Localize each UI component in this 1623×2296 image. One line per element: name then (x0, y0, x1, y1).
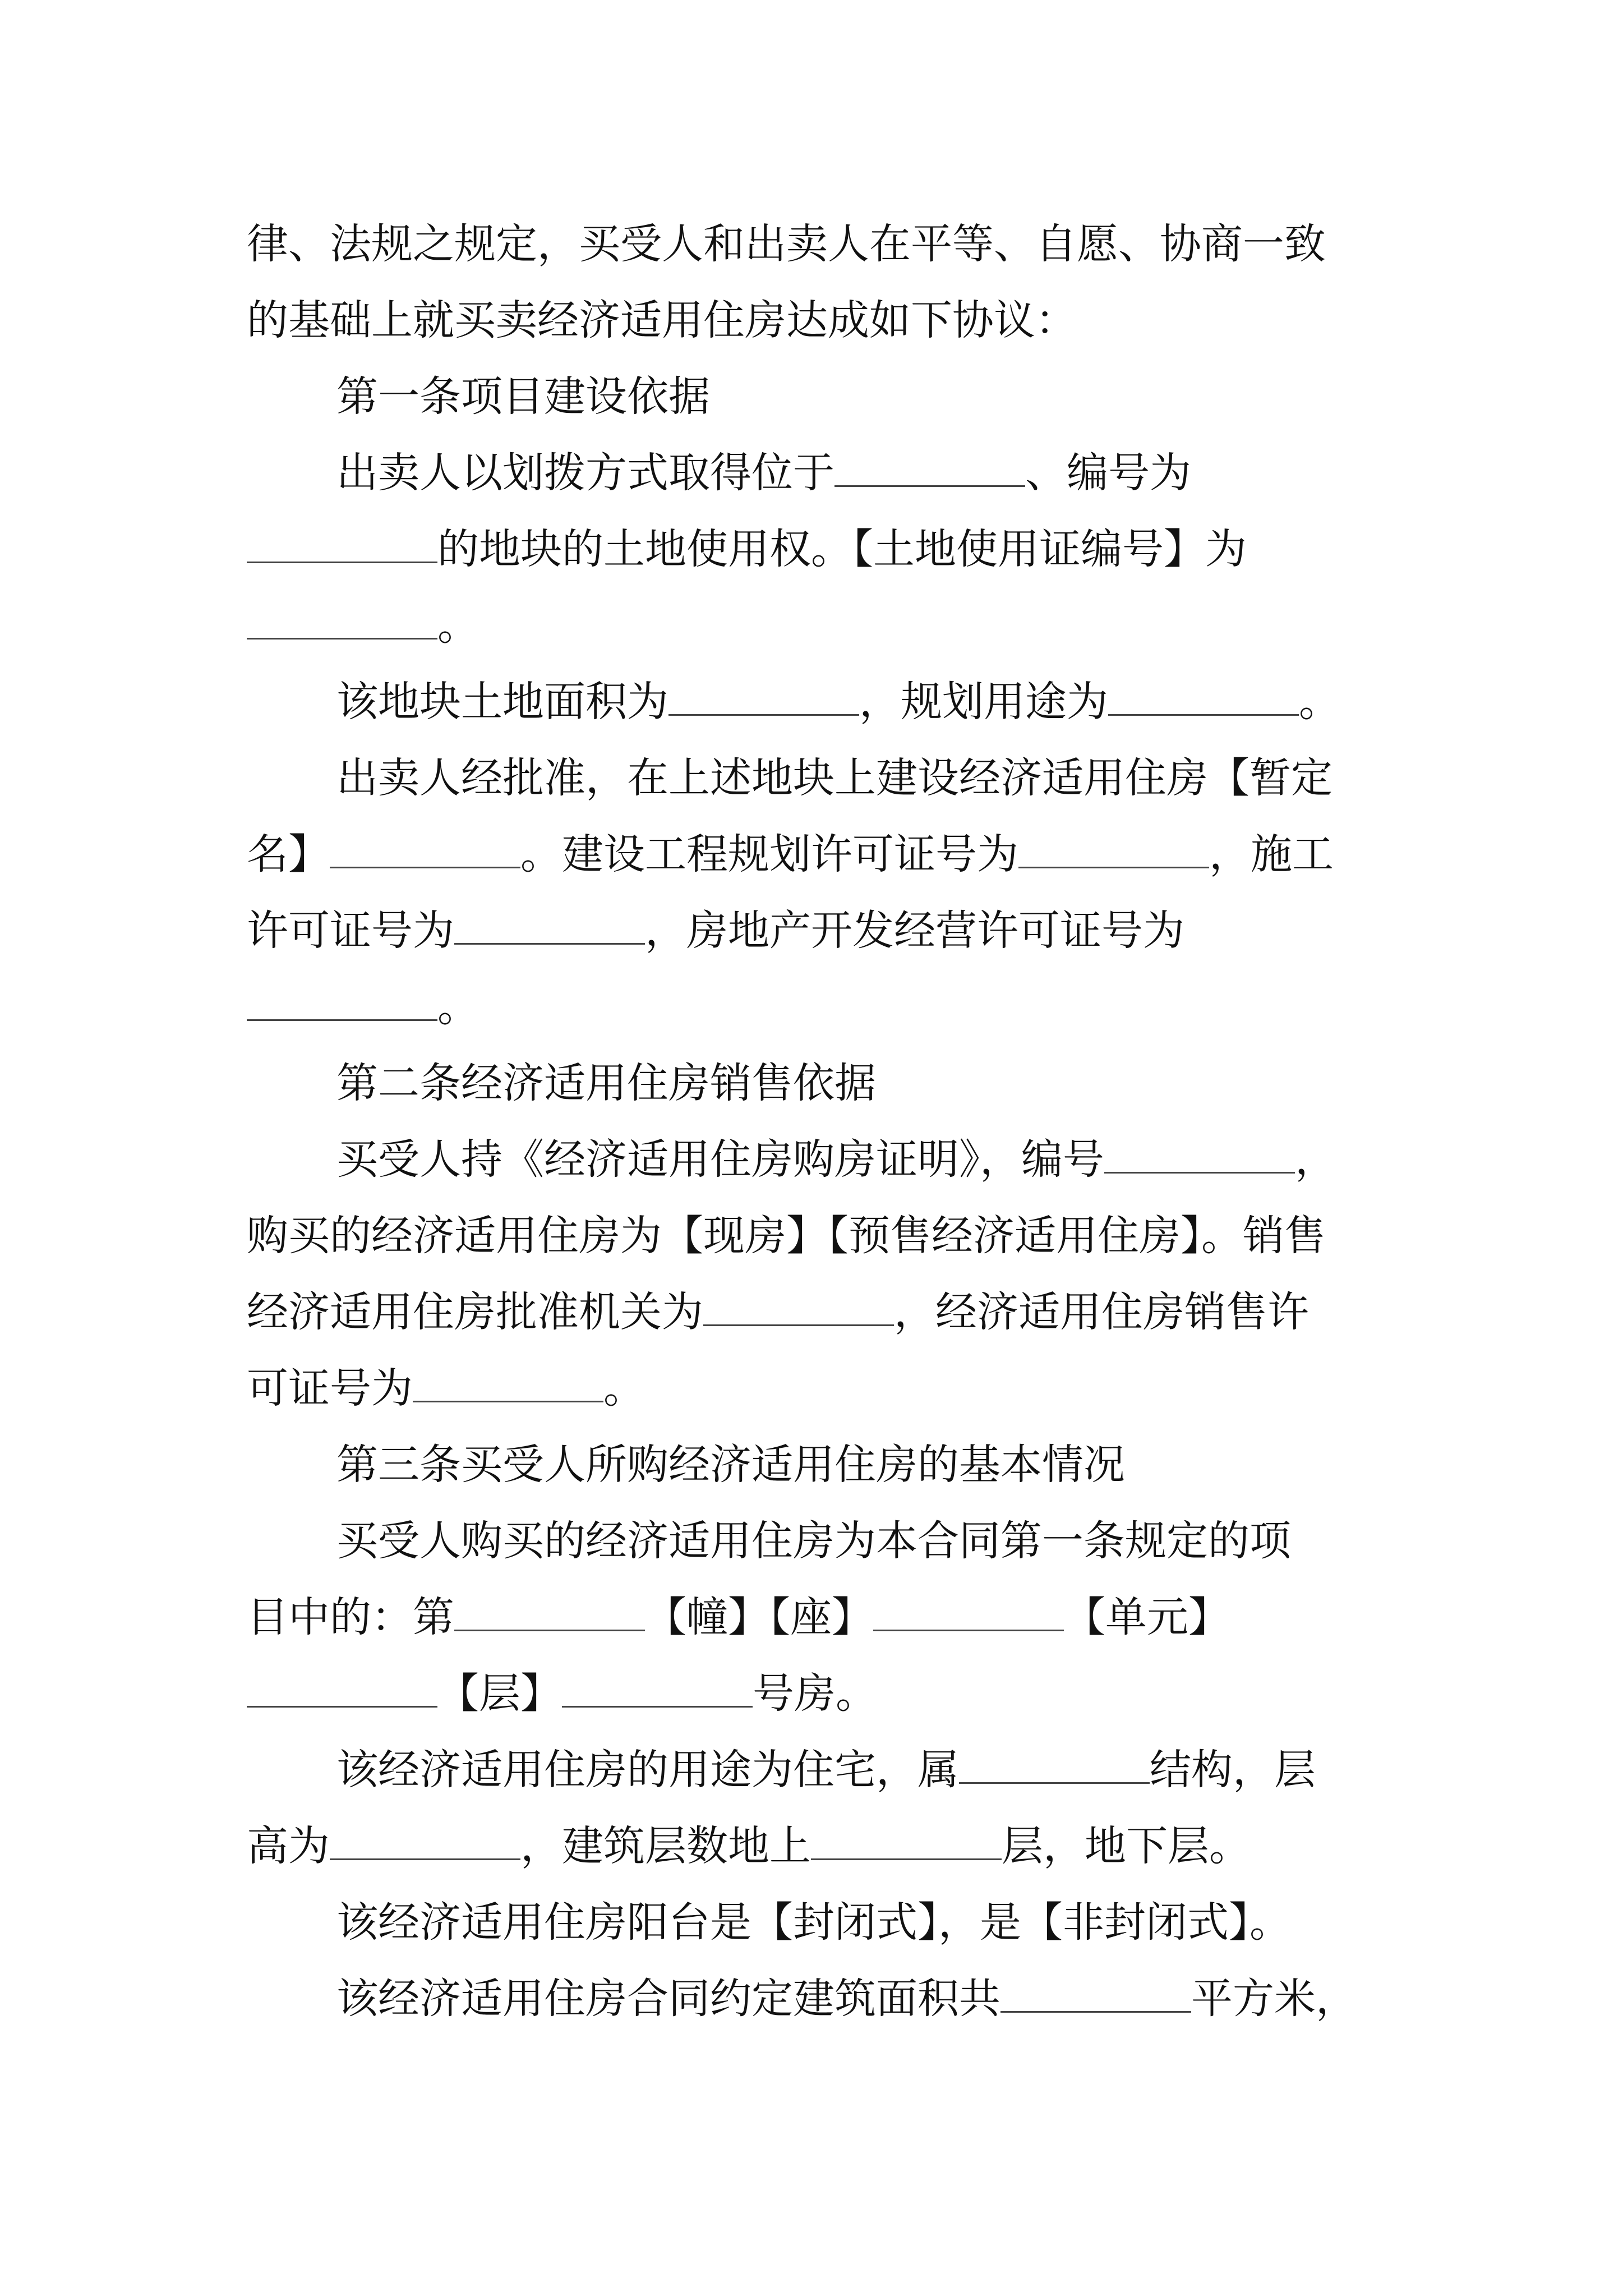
text-segment: 许可证号为 (247, 907, 454, 955)
text-segment: ， (1295, 1135, 1336, 1184)
text-line (336, 1499, 1391, 1583)
text-segment: 该经济适用住房阳台是【封闭式】，是【非封闭式】。 (336, 1898, 1291, 1947)
text-segment: 出卖人以划拨方式取得位于 (336, 449, 834, 497)
fill-in-blank (247, 559, 437, 563)
fill-in-blank (834, 483, 1025, 487)
text-line (247, 202, 1391, 286)
fill-in-blank (1018, 864, 1209, 868)
text-line (336, 1957, 1391, 2041)
fill-in-blank (413, 1398, 603, 1402)
text-segment: 【层】 (437, 1669, 562, 1718)
fill-in-blank (247, 1704, 437, 1708)
fill-in-blank (873, 1627, 1064, 1631)
text-segment: 第二条经济适用住房销售依据 (336, 1059, 876, 1107)
text-segment: ，施工 (1209, 830, 1334, 878)
text-segment: 经济适用住房批准机关为 (247, 1288, 703, 1336)
text-line (247, 889, 1391, 973)
text-segment: 、编号为 (1025, 449, 1191, 497)
text-segment: 结构，层 (1150, 1746, 1316, 1794)
text-segment: ，经济适用住房销售许 (894, 1288, 1309, 1336)
fill-in-blank (1108, 712, 1299, 716)
text-segment: 。建设工程规划许可证号为 (520, 830, 1018, 878)
fill-in-blank (454, 941, 645, 945)
fill-in-blank (668, 712, 859, 716)
text-segment: 。 (1299, 678, 1340, 726)
fill-in-blank (247, 1017, 437, 1021)
text-segment: 。 (437, 983, 479, 1031)
text-segment: 号房。 (753, 1669, 877, 1718)
text-segment: 【幢】【座】 (645, 1593, 873, 1641)
text-segment: 的地块的土地使用权。【土地使用证编号】为 (437, 525, 1247, 573)
text-segment: 可证号为 (247, 1364, 413, 1412)
fill-in-blank (1104, 1170, 1295, 1174)
fill-in-blank (330, 864, 520, 868)
text-line (247, 1804, 1391, 1888)
text-segment: 买受人持《经济适用住房购房证明》，编号 (336, 1135, 1104, 1184)
text-line (247, 1346, 1391, 1430)
text-line (247, 965, 1391, 1049)
text-segment: 出卖人经批准，在上述地块上建设经济适用住房【暂定 (336, 754, 1332, 802)
text-segment: ，规划用途为 (859, 678, 1108, 726)
text-segment: 第三条买受人所购经济适用住房的基本情况 (336, 1441, 1125, 1489)
text-segment: 。 (437, 601, 479, 650)
text-line (247, 1575, 1391, 1659)
text-segment: ，房地产开发经营许可证号为 (645, 907, 1184, 955)
article-heading (336, 355, 1391, 439)
text-segment: 高为 (247, 1822, 330, 1870)
text-line (336, 1728, 1391, 1812)
text-line (336, 431, 1391, 515)
fill-in-blank (330, 1856, 520, 1860)
fill-in-blank (1000, 2009, 1191, 2013)
text-line (336, 1880, 1391, 1964)
text-segment: 第一条项目建设依据 (336, 372, 710, 421)
text-line (247, 1270, 1391, 1354)
text-line (336, 1117, 1391, 1202)
article-heading (336, 1041, 1391, 1125)
text-segment: 的基础上就买卖经济适用住房达成如下协议： (247, 296, 1077, 344)
text-line (247, 1194, 1391, 1278)
text-line (247, 507, 1391, 591)
fill-in-blank (454, 1627, 645, 1631)
text-segment: 。 (603, 1364, 645, 1412)
text-segment: 层，地下层。 (1002, 1822, 1251, 1870)
text-segment: 购买的经济适用住房为【现房】【预售经济适用住房】。销售 (247, 1212, 1326, 1260)
fill-in-blank (562, 1704, 753, 1708)
text-segment: ，建筑层数地上 (520, 1822, 811, 1870)
text-segment: 名】 (247, 830, 330, 878)
text-line (247, 812, 1391, 896)
text-line (247, 1651, 1391, 1736)
fill-in-blank (811, 1856, 1002, 1860)
text-line (247, 278, 1391, 362)
text-segment: 买受人购买的经济适用住房为本合同第一条规定的项 (336, 1517, 1291, 1565)
text-segment: 该经济适用住房合同约定建筑面积共 (336, 1975, 1000, 2023)
text-segment: 律、法规之规定，买受人和出卖人在平等、自愿、协商一致 (247, 220, 1326, 268)
text-line (336, 736, 1391, 820)
text-line (336, 660, 1391, 744)
text-segment: 【单元】 (1064, 1593, 1230, 1641)
text-line (247, 583, 1391, 668)
fill-in-blank (703, 1322, 894, 1326)
text-segment: 平方米， (1191, 1975, 1357, 2023)
fill-in-blank (247, 636, 437, 639)
fill-in-blank (959, 1780, 1150, 1784)
text-segment: 该地块土地面积为 (336, 678, 668, 726)
text-segment: 目中的：第 (247, 1593, 454, 1641)
article-heading (336, 1423, 1391, 1507)
text-segment: 该经济适用住房的用途为住宅，属 (336, 1746, 959, 1794)
